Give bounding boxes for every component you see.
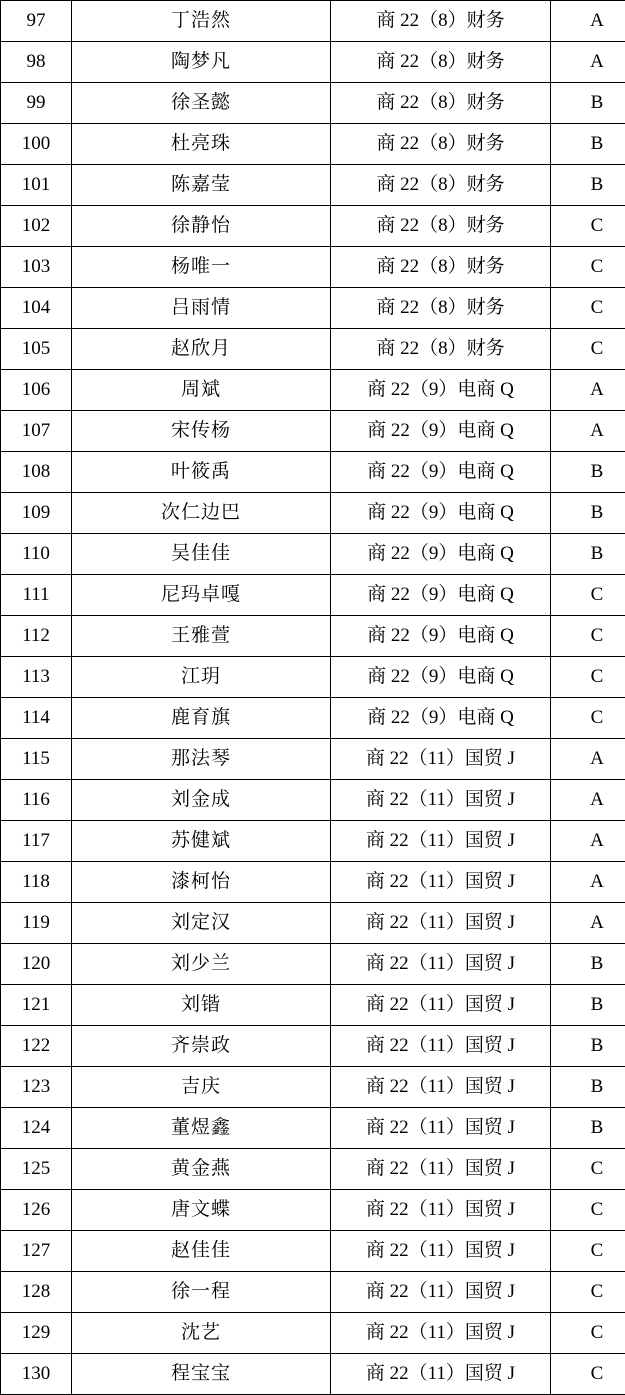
cell-number: 105 [1, 329, 72, 370]
table-row [1, 329, 625, 370]
cell-number: 122 [1, 1026, 72, 1067]
cell-class: 商 22（11）国贸 J [331, 903, 551, 944]
cell-grade: C [551, 698, 625, 739]
cell-name: 漆柯怡 [72, 862, 331, 903]
table-row [1, 1354, 625, 1395]
cell-name: 尼玛卓嘎 [72, 575, 331, 616]
cell-name: 宋传杨 [72, 411, 331, 452]
table-row [1, 657, 625, 698]
cell-name: 叶筱禹 [72, 452, 331, 493]
cell-class: 商 22（11）国贸 J [331, 944, 551, 985]
cell-class: 商 22（9）电商 Q [331, 411, 551, 452]
table-row [1, 1231, 625, 1272]
cell-grade: C [551, 1354, 625, 1395]
table-row [1, 411, 625, 452]
table-row [1, 452, 625, 493]
cell-name: 徐一程 [72, 1272, 331, 1313]
cell-class: 商 22（11）国贸 J [331, 821, 551, 862]
cell-number: 110 [1, 534, 72, 575]
table-row [1, 1272, 625, 1313]
cell-name: 刘定汉 [72, 903, 331, 944]
table-row [1, 206, 625, 247]
cell-name: 吴佳佳 [72, 534, 331, 575]
cell-name: 杨唯一 [72, 247, 331, 288]
cell-name: 徐圣懿 [72, 83, 331, 124]
cell-name: 那法琴 [72, 739, 331, 780]
cell-class: 商 22（8）财务 [331, 42, 551, 83]
table-row [1, 83, 625, 124]
table-row [1, 1026, 625, 1067]
cell-number: 121 [1, 985, 72, 1026]
cell-grade: B [551, 1108, 625, 1149]
table-row [1, 288, 625, 329]
cell-number: 108 [1, 452, 72, 493]
cell-class: 商 22（11）国贸 J [331, 1313, 551, 1354]
cell-grade: B [551, 165, 625, 206]
cell-class: 商 22（11）国贸 J [331, 1272, 551, 1313]
table-row [1, 862, 625, 903]
cell-class: 商 22（8）财务 [331, 124, 551, 165]
cell-name: 吉庆 [72, 1067, 331, 1108]
cell-class: 商 22（9）电商 Q [331, 493, 551, 534]
table-row [1, 247, 625, 288]
cell-name: 董煜鑫 [72, 1108, 331, 1149]
cell-class: 商 22（9）电商 Q [331, 698, 551, 739]
cell-number: 112 [1, 616, 72, 657]
cell-number: 128 [1, 1272, 72, 1313]
cell-grade: A [551, 862, 625, 903]
cell-number: 117 [1, 821, 72, 862]
cell-grade: B [551, 944, 625, 985]
cell-number: 116 [1, 780, 72, 821]
cell-class: 商 22（11）国贸 J [331, 1108, 551, 1149]
cell-number: 129 [1, 1313, 72, 1354]
table-row [1, 1149, 625, 1190]
cell-number: 111 [1, 575, 72, 616]
cell-class: 商 22（11）国贸 J [331, 1067, 551, 1108]
table-row [1, 1067, 625, 1108]
cell-name: 刘少兰 [72, 944, 331, 985]
cell-number: 100 [1, 124, 72, 165]
cell-grade: A [551, 903, 625, 944]
cell-number: 104 [1, 288, 72, 329]
table-row [1, 1108, 625, 1149]
table-row [1, 575, 625, 616]
cell-class: 商 22（9）电商 Q [331, 616, 551, 657]
cell-name: 鹿育旗 [72, 698, 331, 739]
cell-name: 吕雨情 [72, 288, 331, 329]
cell-grade: B [551, 493, 625, 534]
table-row [1, 1, 625, 42]
cell-number: 125 [1, 1149, 72, 1190]
cell-name: 陶梦凡 [72, 42, 331, 83]
cell-grade: C [551, 247, 625, 288]
cell-name: 程宝宝 [72, 1354, 331, 1395]
table-row [1, 1190, 625, 1231]
cell-name: 次仁边巴 [72, 493, 331, 534]
cell-name: 王雅萱 [72, 616, 331, 657]
cell-number: 123 [1, 1067, 72, 1108]
cell-grade: A [551, 1, 625, 42]
cell-number: 103 [1, 247, 72, 288]
cell-class: 商 22（8）财务 [331, 83, 551, 124]
cell-number: 126 [1, 1190, 72, 1231]
cell-name: 齐崇政 [72, 1026, 331, 1067]
cell-class: 商 22（8）财务 [331, 288, 551, 329]
table-row [1, 370, 625, 411]
cell-grade: C [551, 657, 625, 698]
cell-number: 109 [1, 493, 72, 534]
cell-class: 商 22（8）财务 [331, 165, 551, 206]
cell-number: 119 [1, 903, 72, 944]
cell-number: 114 [1, 698, 72, 739]
table-row [1, 985, 625, 1026]
cell-grade: B [551, 83, 625, 124]
cell-class: 商 22（9）电商 Q [331, 657, 551, 698]
cell-name: 沈艺 [72, 1313, 331, 1354]
cell-name: 徐静怡 [72, 206, 331, 247]
cell-number: 101 [1, 165, 72, 206]
cell-grade: B [551, 534, 625, 575]
cell-grade: C [551, 1313, 625, 1354]
table-row [1, 780, 625, 821]
cell-grade: A [551, 780, 625, 821]
cell-grade: B [551, 1026, 625, 1067]
cell-grade: A [551, 370, 625, 411]
cell-grade: C [551, 288, 625, 329]
table-row [1, 165, 625, 206]
cell-name: 刘锴 [72, 985, 331, 1026]
cell-grade: C [551, 329, 625, 370]
cell-class: 商 22（9）电商 Q [331, 452, 551, 493]
cell-class: 商 22（8）财务 [331, 1, 551, 42]
cell-grade: C [551, 206, 625, 247]
cell-class: 商 22（8）财务 [331, 206, 551, 247]
cell-class: 商 22（9）电商 Q [331, 575, 551, 616]
cell-name: 苏健斌 [72, 821, 331, 862]
cell-grade: A [551, 411, 625, 452]
cell-grade: B [551, 124, 625, 165]
cell-number: 115 [1, 739, 72, 780]
cell-class: 商 22（11）国贸 J [331, 985, 551, 1026]
cell-number: 98 [1, 42, 72, 83]
cell-class: 商 22（11）国贸 J [331, 739, 551, 780]
cell-number: 130 [1, 1354, 72, 1395]
cell-grade: A [551, 821, 625, 862]
cell-name: 刘金成 [72, 780, 331, 821]
cell-name: 周斌 [72, 370, 331, 411]
cell-grade: B [551, 452, 625, 493]
cell-grade: C [551, 616, 625, 657]
cell-class: 商 22（11）国贸 J [331, 1190, 551, 1231]
table-row [1, 739, 625, 780]
cell-class: 商 22（8）财务 [331, 329, 551, 370]
cell-grade: B [551, 1067, 625, 1108]
cell-grade: C [551, 575, 625, 616]
cell-grade: B [551, 985, 625, 1026]
cell-class: 商 22（9）电商 Q [331, 370, 551, 411]
table-row [1, 944, 625, 985]
cell-class: 商 22（11）国贸 J [331, 1149, 551, 1190]
cell-name: 黄金燕 [72, 1149, 331, 1190]
cell-name: 赵佳佳 [72, 1231, 331, 1272]
cell-number: 97 [1, 1, 72, 42]
cell-class: 商 22（11）国贸 J [331, 1354, 551, 1395]
cell-name: 赵欣月 [72, 329, 331, 370]
table-row [1, 1313, 625, 1354]
cell-class: 商 22（11）国贸 J [331, 1231, 551, 1272]
cell-number: 127 [1, 1231, 72, 1272]
cell-number: 107 [1, 411, 72, 452]
table-row [1, 42, 625, 83]
table-row [1, 534, 625, 575]
cell-grade: C [551, 1190, 625, 1231]
cell-class: 商 22（11）国贸 J [331, 862, 551, 903]
cell-number: 102 [1, 206, 72, 247]
table-row [1, 616, 625, 657]
cell-grade: A [551, 42, 625, 83]
table-row [1, 698, 625, 739]
cell-name: 江玥 [72, 657, 331, 698]
cell-name: 唐文蝶 [72, 1190, 331, 1231]
cell-number: 118 [1, 862, 72, 903]
cell-class: 商 22（11）国贸 J [331, 1026, 551, 1067]
cell-name: 丁浩然 [72, 1, 331, 42]
table-row [1, 493, 625, 534]
cell-grade: C [551, 1149, 625, 1190]
cell-grade: A [551, 739, 625, 780]
cell-number: 120 [1, 944, 72, 985]
cell-name: 陈嘉莹 [72, 165, 331, 206]
table-row [1, 903, 625, 944]
table-row [1, 124, 625, 165]
cell-number: 99 [1, 83, 72, 124]
cell-class: 商 22（11）国贸 J [331, 780, 551, 821]
cell-number: 113 [1, 657, 72, 698]
roster-table-body [1, 1, 625, 1395]
table-row [1, 821, 625, 862]
cell-name: 杜亮珠 [72, 124, 331, 165]
cell-grade: C [551, 1272, 625, 1313]
cell-number: 124 [1, 1108, 72, 1149]
cell-number: 106 [1, 370, 72, 411]
cell-class: 商 22（9）电商 Q [331, 534, 551, 575]
cell-grade: C [551, 1231, 625, 1272]
cell-class: 商 22（8）财务 [331, 247, 551, 288]
